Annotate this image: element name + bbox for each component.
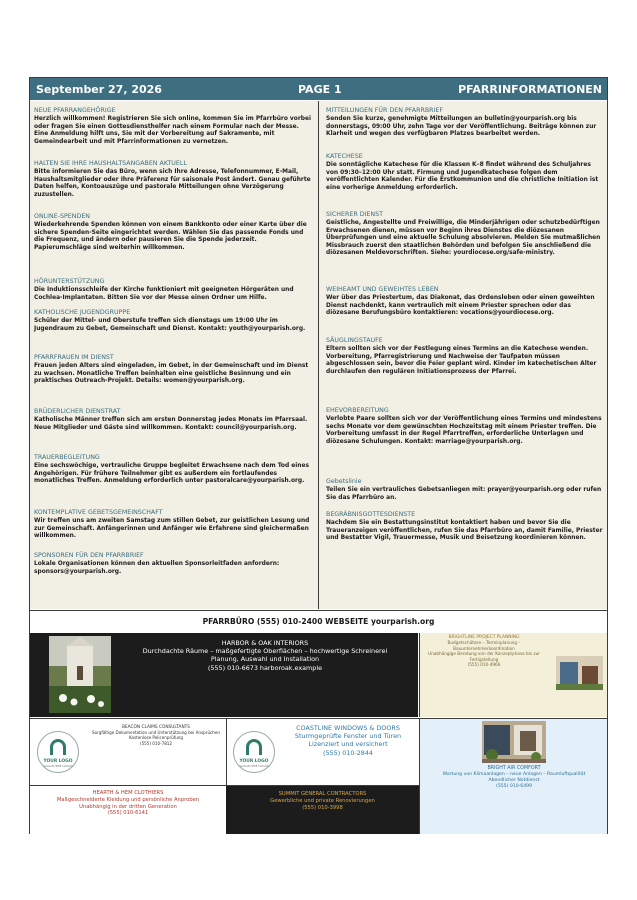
- church-photo: [49, 636, 111, 713]
- section-body: Wir treffen uns am zweiten Samstag zum stillen Gebet, zur geistlichen Lesung und zur Gemeinschaft. Anfängerinnen und Anfänger wie Erfahrene sind gleichermaßen willkommen.: [34, 518, 310, 540]
- ad-title: BRIGHT AIR COMFORT: [487, 766, 541, 771]
- section-body: Katholische Männer treffen sich am ersten Donnerstag jedes Monats im Pfarrsaal. Neue Mitglieder und Gäste sind willkommen. Kontakt: council@yourparish.org.: [34, 417, 308, 431]
- ad-line: (555) 010-4966: [467, 662, 501, 668]
- ad-line: (555) 010-2844: [323, 748, 373, 757]
- section-heading: SICHERER DIENST: [326, 211, 383, 218]
- section-heading: KATHOLISCHE JUGENDGRUPPE: [34, 309, 131, 316]
- section-funerals: [326, 511, 604, 543]
- section-fraternal-council: [34, 408, 314, 432]
- logo-title: YOUR LOGO: [43, 759, 73, 764]
- ad-line: (555) 010-7812: [139, 740, 173, 746]
- section-heading: EHEVORBEREITUNG: [326, 407, 389, 414]
- section-body: Herzlich willkommen! Registrieren Sie sich online, kommen Sie im Pfarrbüro vorbei oder fragen Sie einen Gottesdiensthelfer nach einem Formular nach der Messe. Eine Anmeldung hilft uns, Sie mit der Vorbereitung auf Sakramente, mit Gemeindearbeit und mit Pfarrinformationen zu vernetzen.: [34, 116, 311, 145]
- ad-line: Budgetschätzen – Terminplanung – Bauunternehmerkoordination: [447, 640, 521, 651]
- ad-summit: [226, 785, 419, 834]
- section-heading: HALTEN SIE IHRE HAUSHALTSANGABEN AKTUELL: [34, 160, 187, 167]
- ad-line: Planung, Auswahl und Installation: [210, 655, 320, 664]
- section-catechesis: [326, 153, 604, 192]
- ad-line: Sturmgeprüfte Fenster und Türen: [294, 732, 402, 741]
- section-heading: ONLINE-SPENDEN: [34, 213, 91, 220]
- section-body: Eltern sollten sich vor der Festlegung eines Termins an die Katechese wenden. Vorbereitung, Pfarregistrierung und Nachweise der Taufpaten müssen abgeschlossen sein, bevor die Feier geplant wird. Kinder im katechetischen Alter durchlaufen den regulären Initiationsprozess der Pfarrei.: [326, 346, 597, 375]
- section-safe-ministry: [326, 211, 604, 258]
- header-date: September 27, 2026: [36, 83, 162, 96]
- ad-line: Unabhängige Beratung von der Konzeptphase bis zur Fertigstellung: [428, 651, 540, 662]
- content-columns: [30, 101, 607, 609]
- ad-harbor-oak: [30, 633, 418, 717]
- section-heading: BRÜDERLICHER DIENSTRAT: [34, 408, 121, 415]
- section-heading: SÄUGLINGSTAUFE: [326, 337, 383, 344]
- section-heading: KATECHESE: [326, 153, 363, 160]
- section-heading: PFARRFRAUEN IM DIENST: [34, 354, 114, 361]
- section-body: Wiederkehrende Spenden können von einem Bankkonto oder einer Karte über die sichere Spenden-Seite eingerichtet werden. Wählen Sie das passende Fonds und die Frequenz, und ändern oder pausieren Sie die Spende jederzeit. Papierumschläge sind weiterhin willkommen.: [34, 222, 307, 251]
- section-hearing-assistance: [34, 278, 314, 302]
- section-body: Die sonntägliche Katechese für die Klassen K–8 findet während des Schuljahres von 09:30–12:00 Uhr statt. Firmung und Jugendkatechese folgen dem veröffentlichten Kalender. Für die Erstkommunion und die christliche Initiation ist eine vorherige Anmeldung erforderlich.: [326, 162, 599, 191]
- ad-title: HARBOR & OAK INTERIORS: [221, 639, 309, 647]
- section-contemplative-prayer: [34, 509, 314, 541]
- section-marriage-prep: [326, 407, 604, 446]
- section-heading: HÖRUNTERSTÜTZUNG: [34, 278, 105, 285]
- section-body: Bitte informieren Sie das Büro, wenn sich Ihre Adresse, Telefonnummer, E-Mail, Haushaltsmitglieder oder Ihre Präferenz für saisonale Post ändert. Genau geführte Daten helfen, Kontoauszüge und pastorale Mitteilungen ohne Verzögerung zuzustellen.: [34, 169, 311, 198]
- ad-line: Lizenziert und versichert: [308, 740, 388, 749]
- section-body: Lokale Organisationen können den aktuellen Sponsorleitfaden anfordern: sponsors@yourparish.org.: [34, 561, 280, 575]
- section-household-info: [34, 160, 314, 199]
- ad-line: (555) 010-6673 harboroak.example: [207, 663, 323, 672]
- ad-hearth-hem: [30, 785, 226, 834]
- logo-slogan: SLOGAN HERE SLOGAN: [43, 765, 73, 768]
- ad-title: BEACON CLAIMS CONSULTANTS: [121, 725, 191, 730]
- section-heading: TRAUERBEGLEITUNG: [34, 454, 100, 461]
- section-heading: NEUE PFARRANGEHÖRIGE: [34, 107, 116, 114]
- section-body: Teilen Sie ein vertrauliches Gebetsanliegen mit: prayer@yourparish.org oder rufen Sie das Pfarrbüro an.: [326, 487, 602, 501]
- page-header: [30, 78, 607, 100]
- porch-photo: [482, 721, 546, 763]
- parish-office-contact: PFARRBÜRO (555) 010-2400 WEBSEITE yourparish.org: [30, 610, 607, 633]
- ad-title: BRIGHTLINE PROJECT PLANNING: [448, 635, 520, 640]
- logo-slogan: SLOGAN HERE SLOGAN: [239, 765, 269, 768]
- ad-line: Gewerbliche und private Renovierungen: [270, 798, 375, 804]
- section-new-parishioners: [34, 107, 314, 146]
- ad-line: (555) 010-6499: [496, 784, 532, 789]
- bulletin-page: [29, 77, 608, 834]
- header-page-number: PAGE 1: [298, 83, 342, 96]
- ad-line: Abendlicher Notdienst: [488, 778, 540, 783]
- section-heading: KONTEMPLATIVE GEBETSGEMEINSCHAFT: [34, 509, 163, 516]
- ad-title: COASTLINE WINDOWS & DOORS: [296, 724, 400, 732]
- section-parish-women: [34, 354, 314, 386]
- ad-line: (555) 010-3998: [302, 805, 343, 811]
- section-vocations: [326, 286, 604, 318]
- ad-title: SUMMIT GENERAL CONTRACTORS: [278, 791, 367, 797]
- ad-brightline: [419, 633, 607, 717]
- section-online-giving: [34, 213, 314, 252]
- logo-title: YOUR LOGO: [239, 759, 269, 764]
- section-body: Eine sechswöchige, vertrauliche Gruppe begleitet Erwachsene nach dem Tod eines Angehörigen. Für frühere Teilnehmer gibt es außerdem ein fortlaufendes monatliches Treffen. Anmeldung erforderlich unter pastoralcare@yourparish.org.: [34, 463, 309, 485]
- section-heading: Gebetslinie: [326, 478, 362, 485]
- ad-line: (555) 010-6141: [107, 810, 149, 817]
- column-divider: [318, 101, 319, 609]
- section-prayer-line: [326, 478, 604, 502]
- ad-line: Sorgfältige Dokumentation und Unterstützung bei Ansprüchen: [92, 730, 220, 736]
- section-body: Wer über das Priestertum, das Diakonat, das Ordensleben oder einen geweihten Dienst nachdenkt, kann vertraulich mit einem Priester sprechen oder das diözesane Berufungsbüro kontaktieren: vocations@yourdiocese.org.: [326, 295, 595, 317]
- section-body: Die Induktionsschleife der Kirche funktioniert mit geeigneten Hörgeräten und Cochlea-Implantaten. Bitten Sie vor der Messe einen Ordner um Hilfe.: [34, 287, 294, 301]
- ad-title: HEARTH & HEM CLOTHIERS: [92, 790, 164, 796]
- section-body: Frauen jeden Alters sind eingeladen, im Gebet, in der Gemeinschaft und im Dienst zu wachsen. Monatliche Treffen beinhalten eine geistliche Besinnung und ein praktisches Outreach-Projekt. Details: women@yourparish.org.: [34, 363, 309, 385]
- section-bulletin-sponsors: [34, 552, 314, 576]
- section-infant-baptism: [326, 337, 604, 376]
- ad-beacon-claims: [30, 718, 226, 785]
- section-body: Geistliche, Angestellte und Freiwillige, die Minderjährigen oder schutzbedürftigen Erwachsenen dienen, müssen vor Beginn ihres Dienstes die diözesanen Überprüfungen und eine aktuelle Schulung absolvieren. Melden Sie mutmaßlichen Missbrauch zuerst den staatlichen Behörden und befolgen Sie anschließend die diözesanen Meldevorschriften. Siehe: yourdiocese.org/safe-ministry.: [326, 220, 601, 257]
- section-heading: MITTEILUNGEN FÜR DEN PFARRBRIEF: [326, 107, 443, 114]
- section-heading: BEGRÄBNISGOTTESDIENSTE: [326, 511, 416, 518]
- logo-placeholder-icon: [233, 731, 275, 773]
- section-heading: WEIHEAMT UND GEWEIHTES LEBEN: [326, 286, 439, 293]
- ad-bright-air: [419, 718, 607, 834]
- ad-line: Kostenlose Policenprüfung: [128, 735, 183, 741]
- section-youth-group: [34, 309, 314, 333]
- ad-line: Maßgeschneiderte Kleidung und persönliche Anproben: [56, 796, 200, 803]
- house-photo: [556, 656, 603, 690]
- ad-line: Durchdachte Räume – maßgefertigte Oberflächen – hochwertige Schreinerei: [142, 647, 388, 656]
- section-body: Verlobte Paare sollten sich vor der Veröffentlichung eines Termins und mindestens sechs Monate vor dem gewünschten Hochzeitstag mit einem Priester treffen. Die Vorbereitung umfasst in der Regel Pfarrtreffen, erforderliche Unterlagen und diözesane Schulungen. Kontakt: marriage@yourparish.org.: [326, 416, 602, 445]
- section-body: Senden Sie kurze, genehmigte Mitteilungen an bulletin@yourparish.org bis donnerstags, 09:00 Uhr, zehn Tage vor der Veröffentlichung. Beiträge können zur Klarheit und wegen des verfügbaren Platzes bearbeitet werden.: [326, 116, 597, 138]
- ad-coastline: [226, 718, 419, 785]
- section-body: Schüler der Mittel- und Oberstufe treffen sich dienstags um 19:00 Uhr im Jugendraum zu Gebet, Gemeinschaft und Dienst. Kontakt: youth@yourparish.org.: [34, 318, 306, 332]
- section-body: Nachdem Sie ein Bestattungsinstitut kontaktiert haben und bevor Sie die Traueranzeigen veröffentlichen, rufen Sie das Pfarrbüro an, damit Familie, Priester und Bestatter Vigil, Trauermesse, Musik und Beisetzung koordinieren können.: [326, 520, 603, 542]
- ad-line: Unabhängig in der dritten Generation: [79, 803, 177, 810]
- section-bulletin-submissions: [326, 107, 604, 139]
- logo-placeholder-icon: [37, 731, 79, 773]
- section-heading: SPONSOREN FÜR DEN PFARRBRIEF: [34, 552, 144, 559]
- ad-line: Wartung von Klimaanlagen – neue Anlagen – Raumluftqualität: [442, 772, 586, 777]
- section-grief-support: [34, 454, 314, 486]
- header-title: PFARRINFORMATIONEN: [458, 83, 602, 96]
